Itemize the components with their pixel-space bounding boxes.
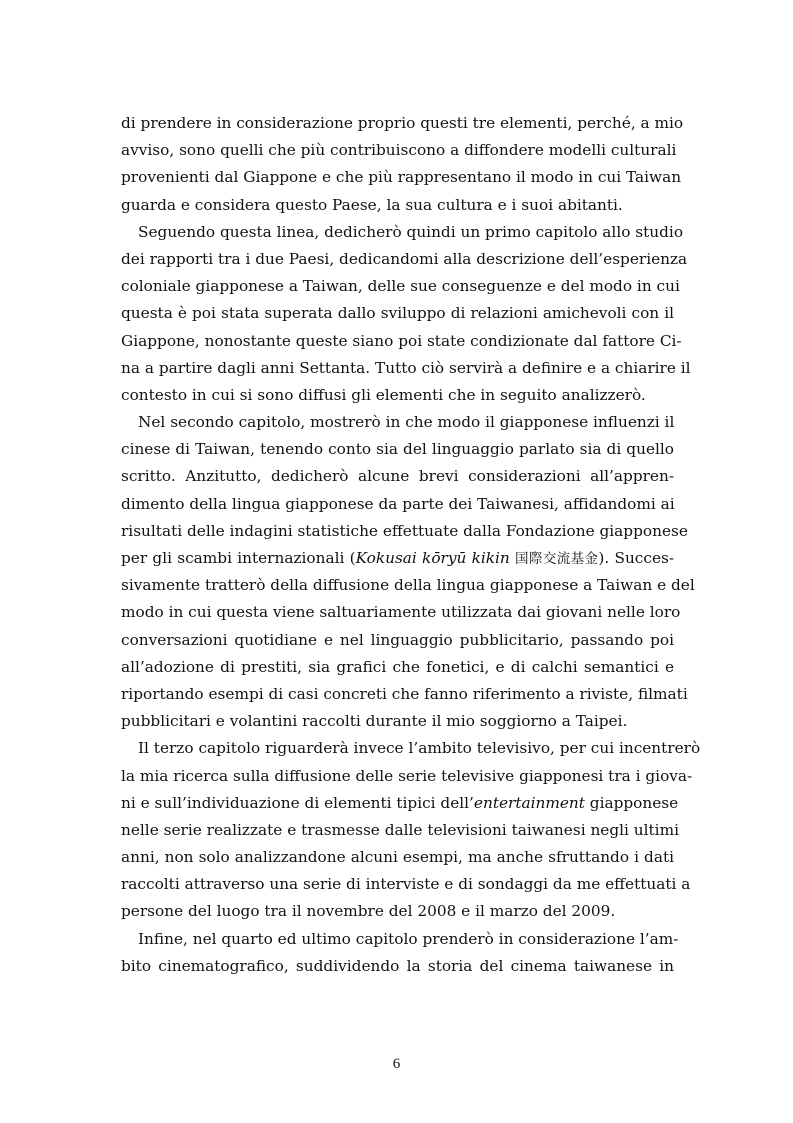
paragraph-4 — [121, 735, 701, 925]
text-line: dimento della lingua giapponese da parte dei Taiwanesi, affidandomi ai — [121, 494, 675, 513]
paragraph-2 — [121, 219, 691, 409]
text-line: anni, non solo analizzandone alcuni esempi, ma anche sfruttando i dati — [121, 848, 674, 867]
text-line: guarda e considera questo Paese, la sua cultura e i suoi abitanti. — [121, 195, 623, 214]
text-line: scritto. Anzitutto, dedicherò alcune brevi considerazioni all’appren- — [121, 467, 674, 486]
text-line: avviso, sono quelli che più contribuiscono a diffondere modelli culturali — [121, 141, 677, 160]
text-line: Infine, nel quarto ed ultimo capitolo prenderò in considerazione l’am- — [138, 929, 679, 948]
text-line: Nel secondo capitolo, mostrerò in che modo il giapponese influenzi il — [138, 413, 675, 432]
text-line: Il terzo capitolo riguarderà invece l’ambito televisivo, per cui incentrerò — [138, 739, 701, 758]
text-line: na a partire dagli anni Settanta. Tutto ciò servirà a definire e a chiarire il — [121, 358, 691, 377]
cjk-term: 国際交流基金 — [515, 551, 599, 567]
page-number: 6 — [392, 1056, 401, 1072]
page-body — [121, 110, 701, 980]
text-line: coloniale giapponese a Taiwan, delle sue conseguenze e del modo in cui — [121, 277, 680, 296]
text-line: cinese di Taiwan, tenendo conto sia del linguaggio parlato sia di quello — [121, 440, 674, 459]
text-line: modo in cui questa viene saltuariamente utilizzata dai giovani nelle loro — [121, 603, 681, 622]
text-line: dei rapporti tra i due Paesi, dedicandomi alla descrizione dell’esperienza — [121, 249, 688, 268]
text-line: persone del luogo tra il novembre del 2008 e il marzo del 2009. — [121, 902, 616, 921]
text-segment: ni e sull’individuazione di elementi tipici dell’ — [121, 793, 474, 812]
text-line-with-citation — [121, 545, 674, 572]
text-line: Giappone, nonostante queste siano poi state condizionate dal fattore Ci- — [121, 331, 682, 350]
text-line: raccolti attraverso una serie di interviste e di sondaggi da me effettuati a — [121, 875, 691, 894]
italic-term: entertainment — [473, 793, 585, 812]
text-segment: per gli scambi internazionali ( — [121, 549, 356, 567]
text-line: Seguendo questa linea, dedicherò quindi un primo capitolo allo studio — [138, 222, 684, 241]
text-line: bito cinematografico, suddividendo la storia del cinema taiwanese in — [121, 956, 674, 975]
text-line: all’adozione di prestiti, sia grafici che fonetici, e di calchi semantici e — [121, 657, 674, 676]
text-line: risultati delle indagini statistiche effettuate dalla Fondazione giapponese — [121, 521, 688, 540]
text-segment: giapponese — [584, 793, 679, 812]
paragraph-3 — [121, 409, 695, 735]
text-line: riportando esempi di casi concreti che fanno riferimento a riviste, filmati — [121, 684, 688, 703]
text-line: contesto in cui si sono diffusi gli elementi che in seguito analizzerò. — [121, 385, 646, 404]
text-line: questa è poi stata superata dallo sviluppo di relazioni amichevoli con il — [121, 304, 674, 323]
text-line: provenienti dal Giappone e che più rappresentano il modo in cui Taiwan — [121, 168, 682, 187]
text-line: la mia ricerca sulla diffusione delle serie televisive giapponesi tra i giova- — [121, 766, 693, 785]
paragraph-1 — [121, 110, 684, 219]
text-line: sivamente tratterò della diffusione della lingua giapponese a Taiwan e del — [121, 576, 695, 595]
text-segment: ). Succes- — [598, 549, 675, 567]
text-line-with-italic — [121, 790, 679, 817]
paragraph-5 — [121, 926, 679, 980]
italic-term: Kokusai kōryū kikin — [355, 549, 510, 567]
text-line: di prendere in considerazione proprio questi tre elementi, perché, a mio — [121, 114, 684, 132]
text-line: conversazioni quotidiane e nel linguaggio pubblicitario, passando poi — [121, 630, 674, 649]
text-line: pubblicitari e volantini raccolti durante il mio soggiorno a Taipei. — [121, 712, 628, 731]
text-line: nelle serie realizzate e trasmesse dalle televisioni taiwanesi negli ultimi — [121, 820, 679, 839]
